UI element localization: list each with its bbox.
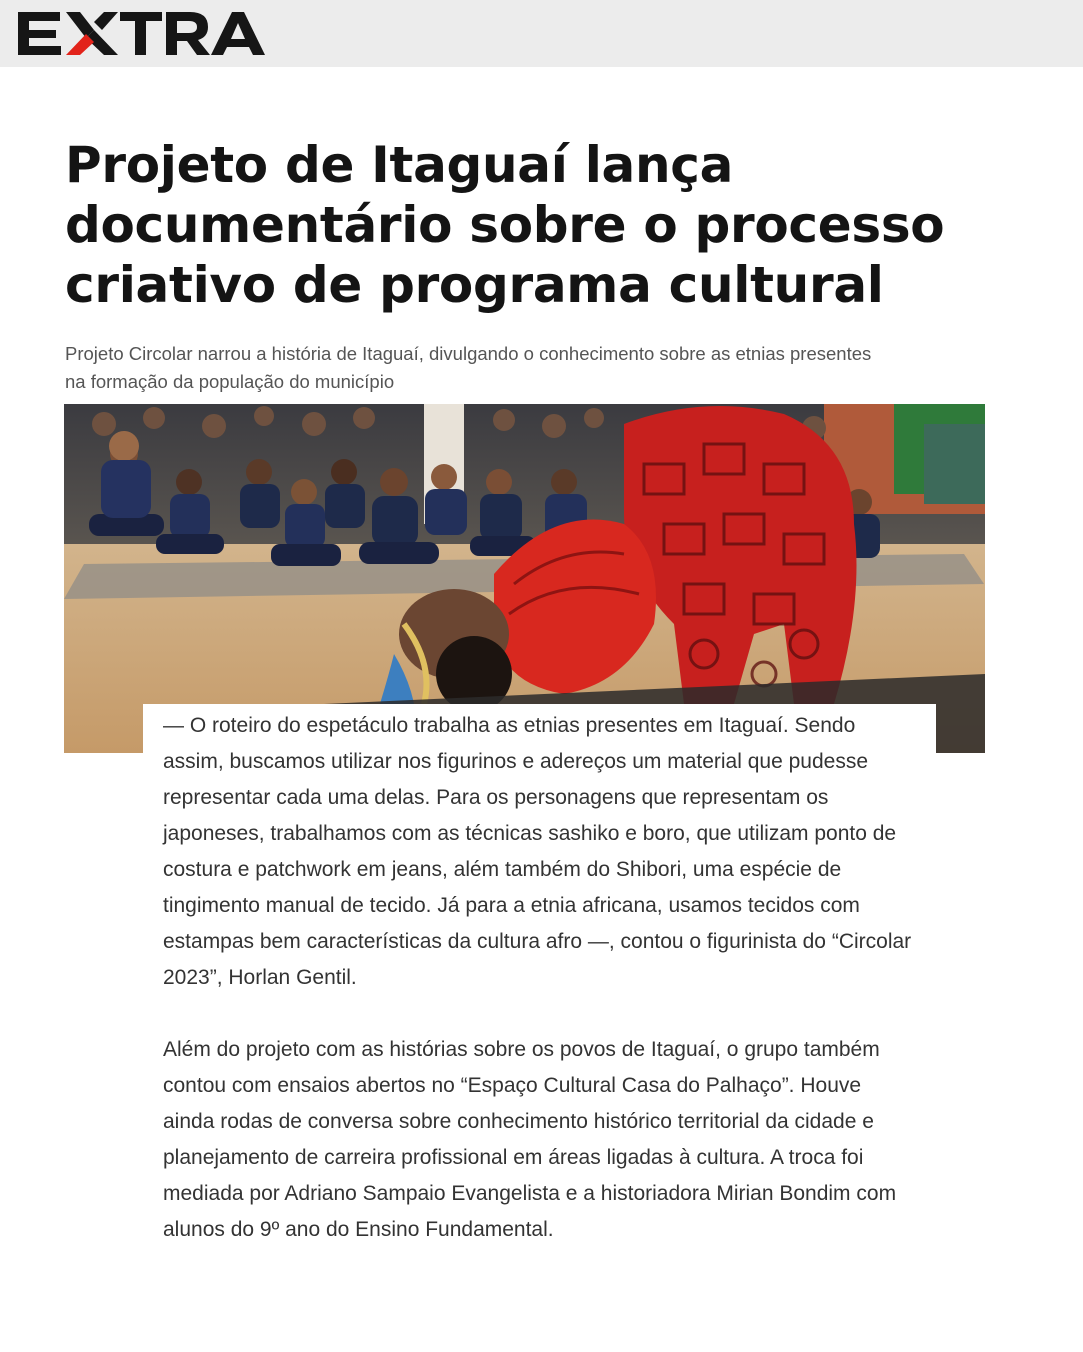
article-body [143,704,936,1248]
article-paragraph-1: — O roteiro do espetáculo trabalha as etnias presentes em Itaguaí. Sendo assim, buscamos utilizar nos figurinos e adereços um material que pudesse representar cada uma delas. Para os personagens que representam os japoneses, trabalhamos com as técnicas sashiko e boro, que utilizam ponto de costura e patchwork em jeans, além também do Shibori, uma espécie de tingimento manual de tecido. Já para a etnia africana, usamos tecidos com estampas bem características da cultura afro —, contou o figurinista do “Circolar 2023”, Horlan Gentil. [163,714,912,989]
site-header [0,0,1083,67]
logo-text [0,0,1,1]
article-paragraph-2: Além do projeto com as histórias sobre os povos de Itaguaí, o grupo também contou com ensaios abertos no “Espaço Cultural Casa do Palhaço”. Houve ainda rodas de conversa sobre conhecimento histórico territorial da cidade e planejamento de carreira profissional em áreas ligadas à cultura. A troca foi mediada por Adriano Sampaio Evangelista e a historiadora Mirian Bondim com alunos do 9º ano do Ensino Fundamental. [163,1038,897,1241]
extra-logo-mark [16,8,268,58]
photo-illustration [64,404,985,753]
article-subtitle: Projeto Circolar narrou a história de Itaguaí, divulgando o conhecimento sobre as etnias presentes na formação da população do município [65,343,872,392]
article-title: Projeto de Itaguaí lança documentário sobre o processo criativo de programa cultural [65,136,945,314]
article-photo [64,404,985,753]
